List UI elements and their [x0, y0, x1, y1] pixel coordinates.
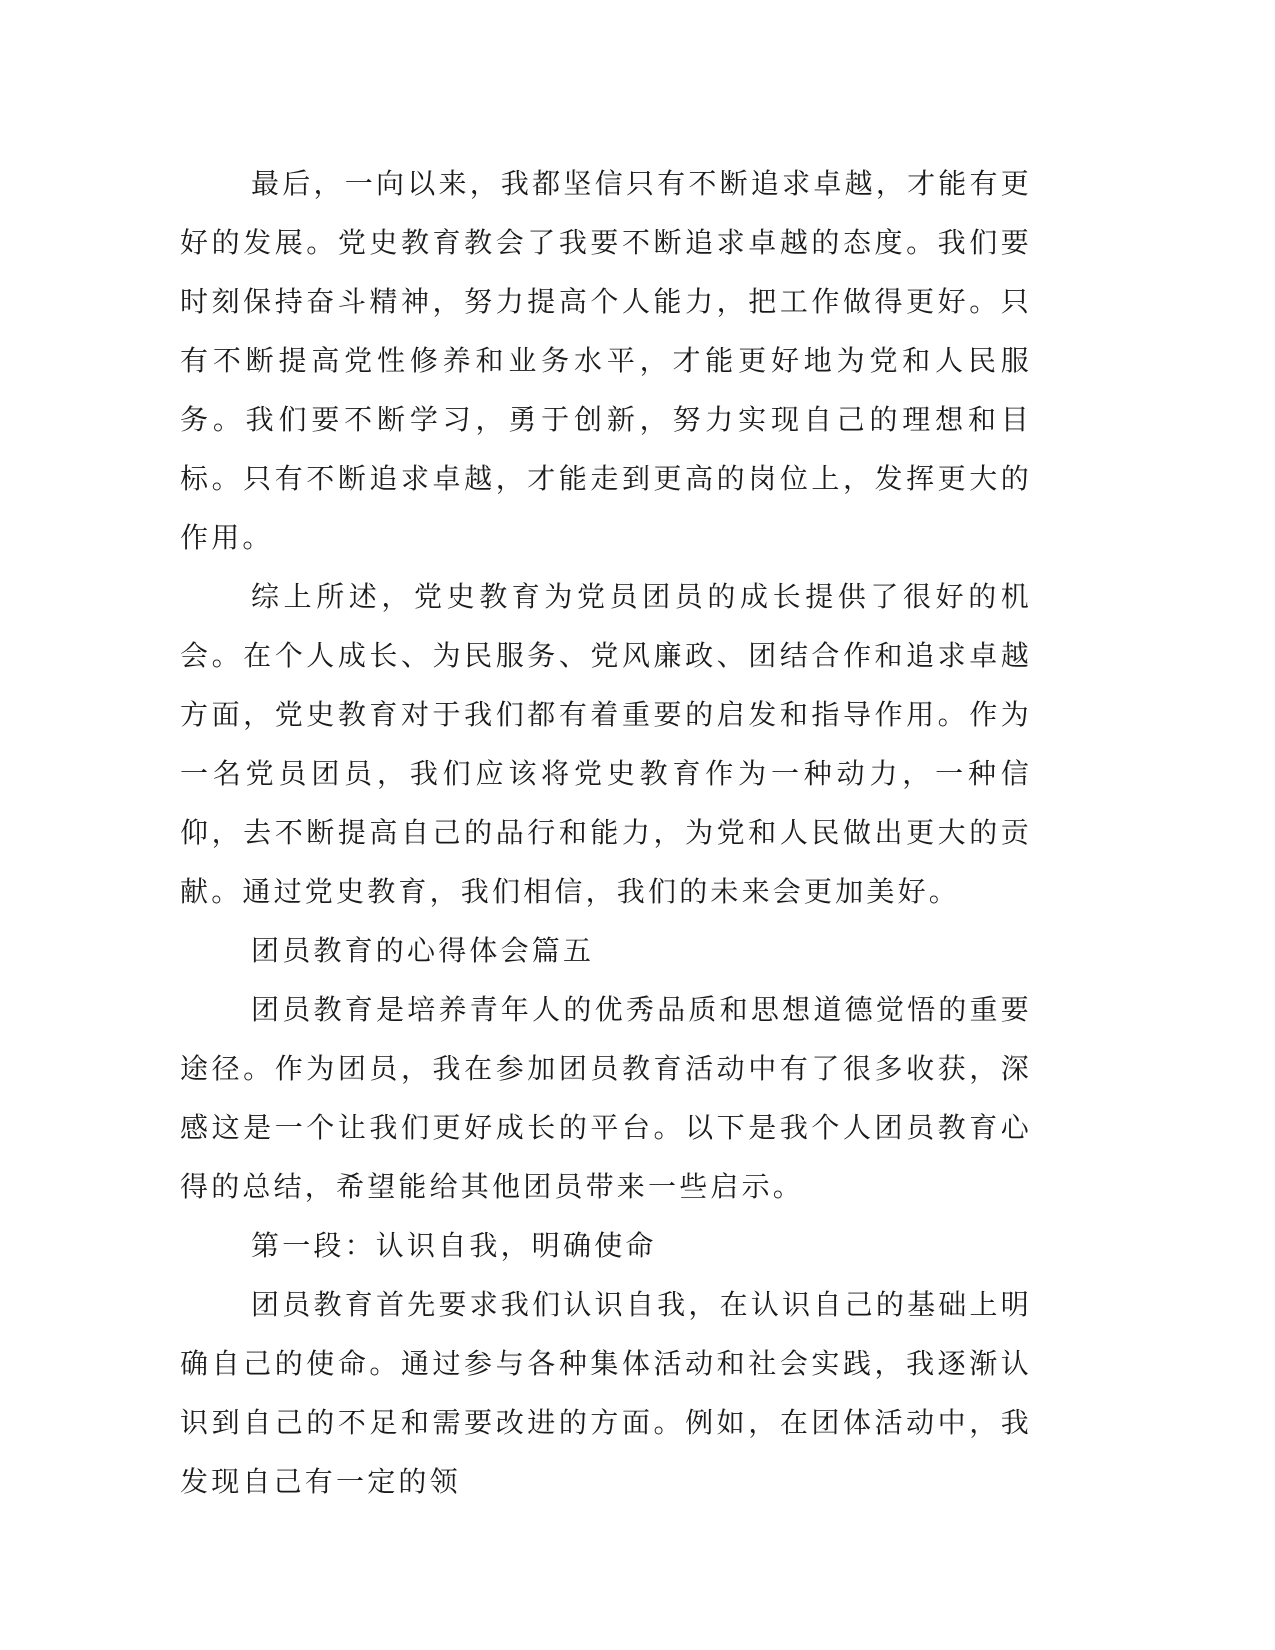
paragraph-pursuit-of-excellence: 最后，一向以来，我都坚信只有不断追求卓越，才能有更好的发展。党史教育教会了我要不断追求卓越的态度。我们要时刻保持奋斗精神，努力提高个人能力，把工作做得更好。只有不断提高党性修养和业务水平，才能更好地为党和人民服务。我们要不断学习，勇于创新，努力实现自己的理想和目标。只有不断追求卓越，才能走到更高的岗位上，发挥更大的作用。: [180, 167, 1032, 554]
section-title-part-five: 团员教育的心得体会篇五: [251, 934, 595, 967]
paragraph-self-awareness: 团员教育首先要求我们认识自我，在认识自己的基础上明确自己的使命。通过参与各种集体活动和社会实践，我逐渐认识到自己的不足和需要改进的方面。例如，在团体活动中，我发现自己有一定的领: [180, 1288, 1032, 1498]
paragraph-league-education-intro: 团员教育是培养青年人的优秀品质和思想道德觉悟的重要途径。作为团员，我在参加团员教育活动中有了很多收获，深感这是一个让我们更好成长的平台。以下是我个人团员教育心得的总结，希望能给其他团员带来一些启示。: [180, 993, 1032, 1203]
document-body: [180, 154, 1032, 1511]
subheading-first-section: 第一段：认识自我，明确使命: [251, 1229, 657, 1262]
paragraph-summary: 综上所述，党史教育为党员团员的成长提供了很好的机会。在个人成长、为民服务、党风廉政、团结合作和追求卓越方面，党史教育对于我们都有着重要的启发和指导作用。作为一名党员团员，我们应该将党史教育作为一种动力，一种信仰，去不断提高自己的品行和能力，为党和人民做出更大的贡献。通过党史教育，我们相信，我们的未来会更加美好。: [180, 580, 1032, 908]
